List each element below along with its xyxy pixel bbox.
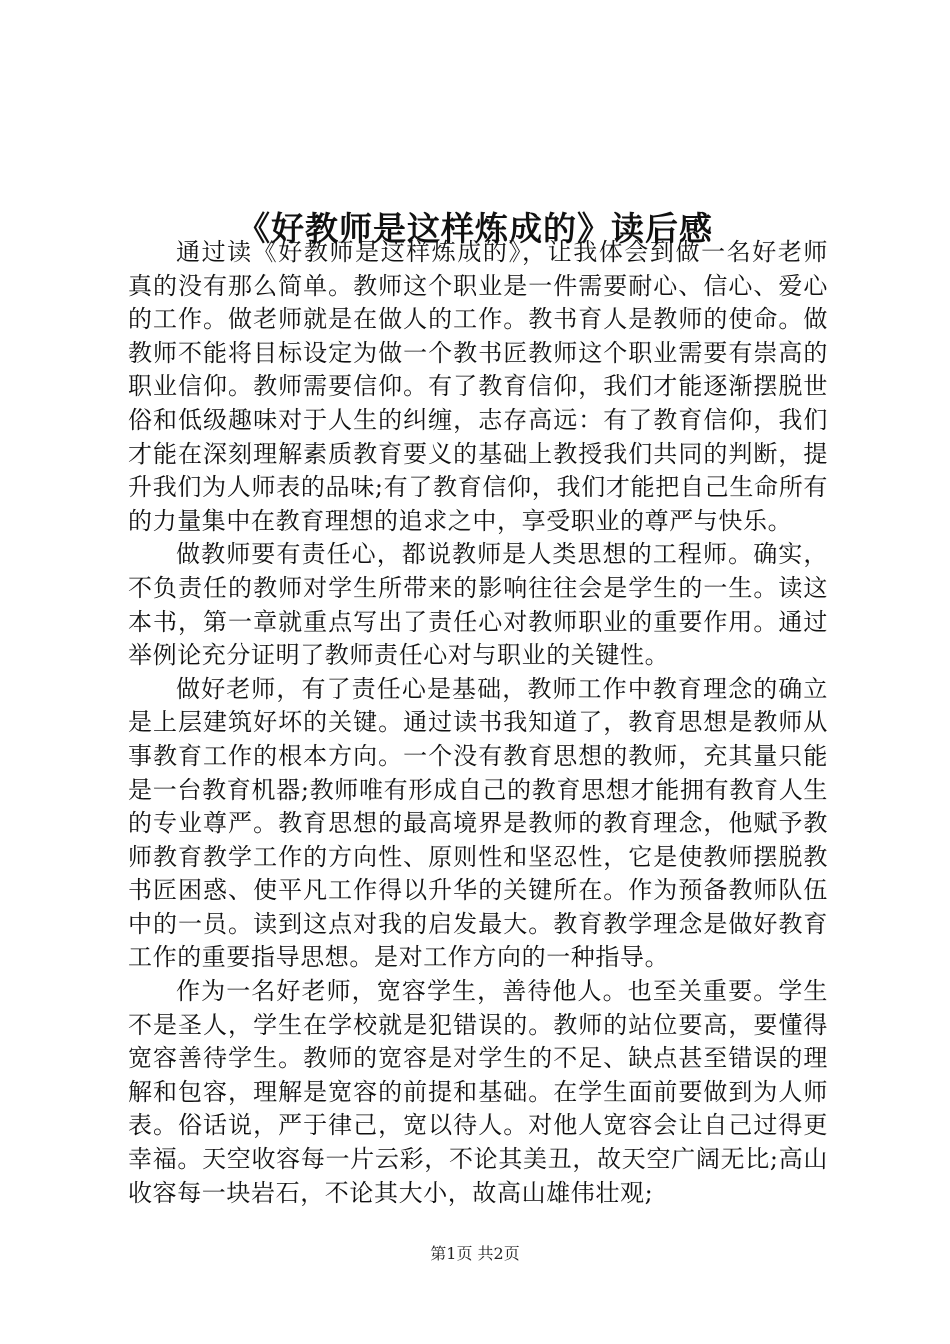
- document-body: [128, 236, 828, 1210]
- paragraph-4: 作为一名好老师，宽容学生，善待他人。也至关重要。学生不是圣人，学生在学校就是犯错误的。教师的站位要高，要懂得宽容善待学生。教师的宽容是对学生的不足、缺点甚至错误的理解和包容，理解是宽容的前提和基础。在学生面前要做到为人师表。俗话说，严于律己，宽以待人。对他人宽容会让自己过得更幸福。天空收容每一片云彩，不论其美丑，故天空广阔无比;高山收容每一块岩石，不论其大小，故高山雄伟壮观;: [128, 977, 828, 1207]
- document-title: 《好教师是这样炼成的》读后感: [237, 209, 713, 249]
- paragraph-2: 做教师要有责任心，都说教师是人类思想的工程师。确实，不负责任的教师对学生所带来的影响往往会是学生的一生。读这本书，第一章就重点写出了责任心对教师职业的重要作用。通过举例论充分证明了教师责任心对与职业的关键性。: [128, 540, 828, 670]
- page-number-footer: 第1页 共2页: [430, 1244, 520, 1263]
- paragraph-1: 通过读《好教师是这样炼成的》，让我体会到做一名好老师真的没有那么简单。教师这个职业是一件需要耐心、信心、爱心的工作。做老师就是在做人的工作。教书育人是教师的使命。做教师不能将目标设定为做一个教书匠教师这个职业需要有崇高的职业信仰。教师需要信仰。有了教育信仰，我们才能逐渐摆脱世俗和低级趣味对于人生的纠缠，志存高远：有了教育信仰，我们才能在深刻理解素质教育要义的基础上教授我们共同的判断，提升我们为人师表的品味;有了教育信仰，我们才能把自己生命所有的力量集中在教育理想的追求之中，享受职业的尊严与快乐。: [128, 238, 828, 535]
- paragraph-3: 做好老师，有了责任心是基础，教师工作中教育理念的确立是上层建筑好坏的关键。通过读书我知道了，教育思想是教师从事教育工作的根本方向。一个没有教育思想的教师，充其量只能是一台教育机器;教师唯有形成自己的教育思想才能拥有教育人生的专业尊严。教育思想的最高境界是教师的教育理念，他赋予教师教育教学工作的方向性、原则性和坚忍性，它是使教师摆脱教书匠困惑、使平凡工作得以升华的关键所在。作为预备教师队伍中的一员。读到这点对我的启发最大。教育教学理念是做好教育工作的重要指导思想。是对工作方向的一种指导。: [128, 674, 828, 972]
